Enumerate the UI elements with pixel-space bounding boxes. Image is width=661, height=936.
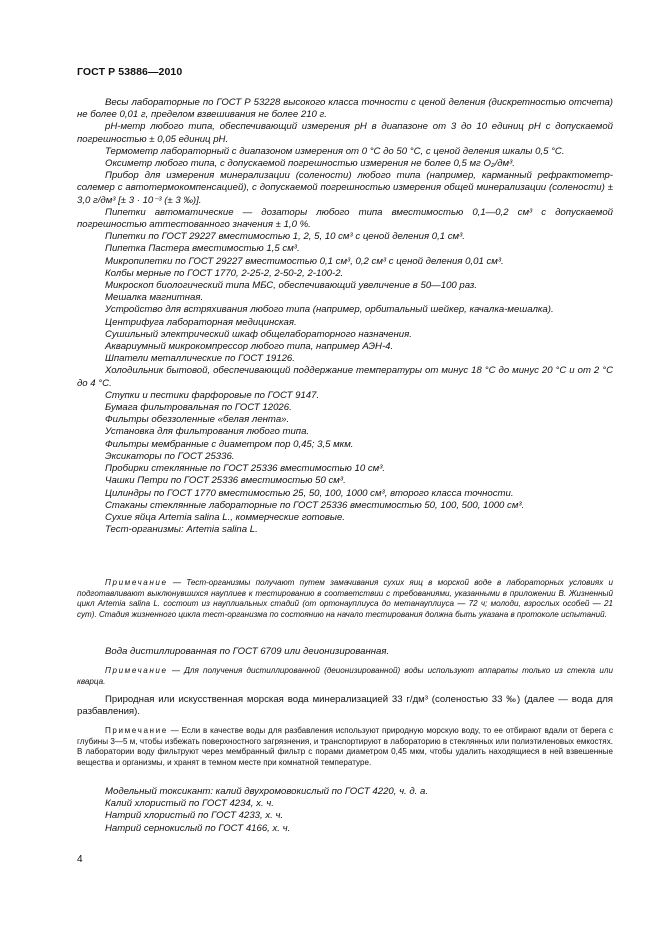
list-item: Бумага фильтровальная по ГОСТ 12026. [105, 402, 292, 414]
list-item: Пипетки автоматические — дозаторы любого типа вместимостью 0,1—0,2 см³ с допускаемой погрешностью аттестованного значения ± 1,0 %. [77, 206, 613, 231]
list-item: Эксикаторы по ГОСТ 25336. [105, 450, 235, 462]
list-item: Оксиметр любого типа, с допускаемой погрешностью измерения не более 0,5 мг О₂/дм³. [105, 158, 515, 170]
list-item: Термометр лабораторный с диапазоном измерения от 0 °С до 50 °С, с ценой деления шкалы 0,5 °С. [105, 145, 565, 157]
note-label: Примечание [105, 666, 168, 675]
note-test-organisms [77, 578, 613, 621]
list-item: Мешалка магнитная. [105, 292, 204, 304]
list-item: Колбы мерные по ГОСТ 1770, 2-25-2, 2-50-2, 2-100-2. [105, 267, 344, 279]
list-item: Холодильник бытовой, обеспечивающий поддержание температуры от минус 18 °С до минус 20 °С и от 2 °С до 4 °С. [77, 365, 613, 389]
list-item: Сухие яйца Artemia salina L., коммерческие готовые. [105, 511, 345, 523]
list-item: Пипетка Пастера вместимостью 1,5 см³. [105, 243, 300, 255]
distilled-water [77, 646, 613, 658]
list-item: Микропипетки по ГОСТ 29227 вместимостью 0,1 см³, 0,2 см³ с ценой деления 0,01 см³. [105, 255, 504, 267]
list-item: Калий хлористый по ГОСТ 4234, х. ч. [105, 798, 274, 810]
note-label: Примечание [105, 578, 168, 587]
page-number: 4 [77, 854, 83, 865]
equipment-list [77, 97, 613, 536]
document-header: ГОСТ Р 53886—2010 [77, 66, 183, 78]
list-item: Ступки и пестики фарфоровые по ГОСТ 9147. [105, 389, 320, 401]
list-item: Устройство для встряхивания любого типа (например, орбитальный шейкер, качалка-мешалка). [105, 304, 554, 316]
list-item: Аквариумный микрокомпрессор любого типа, например АЭН-4. [105, 341, 394, 353]
list-item: Микроскоп биологический типа МБС, обеспечивающий увеличение в 50—100 раз. [105, 280, 478, 292]
list-item: Шпатели металлические по ГОСТ 19126. [105, 353, 295, 365]
list-item: Тест-организмы: Artemia salina L. [105, 524, 258, 536]
note-seawater [77, 726, 613, 769]
note-text: — Тест-организмы получают путем замачивания сухих яиц в морской воде в лабораторных условиях и подготавливают выклюнувшихся науплиев к тестированию в соответствии с требованиями, указанными в приложении В. Жизненный цикл Artemia salina L. состоит из науплиальных стадий (от ортонауплиуса до метанауплиуса — 72 ч; молоди, взрослых особей — 21 сут). Стадия жизненного цикла тест-организма по состоянию на начало тестирования должна быть указана в протоколе испытаний. [77, 578, 613, 620]
note-text: — Если в качестве воды для разбавления используют природную морскую воду, то ее отбирают вдали от берега с глубины 3—5 м, чтобы избежать поверхностного загрязнения, и транспортируют в лабораторию в стеклянных или полиэтиленовых емкостях. В лаборатории воду фильтруют через мембранный фильтр с порами диаметром 0,45 мкм, чтобы удалить находящиеся в ней взвешенные вещества и организмы, и хранят в темном месте при комнатной температуре. [77, 726, 613, 768]
list-item: Чашки Петри по ГОСТ 25336 вместимостью 50 см³. [105, 475, 346, 487]
toxicants-list [77, 786, 613, 835]
water-item: Природная или искусственная морская вода минерализацией 33 г/дм³ (соленостью 33 ‰) (далее — вода для разбавления). [77, 694, 613, 718]
water-item: Вода дистиллированная по ГОСТ 6709 или деионизированная. [105, 646, 390, 657]
list-item: Натрий хлористый по ГОСТ 4233, х. ч. [105, 810, 284, 822]
note-distilled [77, 666, 613, 687]
list-item: Фильтры мембранные с диаметром пор 0,45; 3,5 мкм. [105, 438, 354, 450]
list-item: Весы лабораторные по ГОСТ Р 53228 высокого класса точности с ценой деления (дискретностью отсчета) не более 0,01 г, пределом взвешивания не более 210 г. [77, 97, 613, 121]
list-item: Установка для фильтрования любого типа. [105, 426, 310, 438]
list-item: Сушильный электрический шкаф общелабораторного назначения. [105, 328, 412, 340]
seawater [77, 694, 613, 718]
list-item: Стаканы стеклянные лабораторные по ГОСТ 25336 вместимостью 50, 100, 500, 1000 см³. [105, 499, 525, 511]
list-item: pH-метр любого типа, обеспечивающий измерения pH в диапазоне от 3 до 10 единиц pH с допускаемой погрешностью ± 0,05 единиц pH. [77, 121, 613, 145]
list-item: Пипетки по ГОСТ 29227 вместимостью 1, 2, 5, 10 см³ с ценой деления 0,1 см³. [105, 231, 465, 243]
list-item: Фильтры обеззоленные «белая лента». [105, 414, 290, 426]
list-item: Прибор для измерения минерализации (солености) любого типа (например, карманный рефрактометр-солемер с автотермокомпенсацией), с допускаемой погрешностью измерения общей минерализации (солености) ± 3,0 г/дм³ [± 3 · 10⁻³ (± 3 ‰)]. [77, 170, 613, 206]
note-label: Примечание [105, 726, 168, 735]
list-item: Пробирки стеклянные по ГОСТ 25336 вместимостью 10 см³. [105, 463, 386, 475]
list-item: Модельный токсикант: калий двухромовокислый по ГОСТ 4220, ч. д. а. [105, 786, 429, 797]
list-item: Цилиндры по ГОСТ 1770 вместимостью 25, 50, 100, 1000 см³, второго класса точности. [105, 487, 514, 499]
list-item: Натрий сернокислый по ГОСТ 4166, х. ч. [105, 822, 291, 834]
list-item: Центрифуга лабораторная медицинская. [105, 316, 297, 328]
note-text: — Для получения дистиллированной (деионизированной) воды используют аппараты только из стекла или кварца. [77, 666, 613, 686]
